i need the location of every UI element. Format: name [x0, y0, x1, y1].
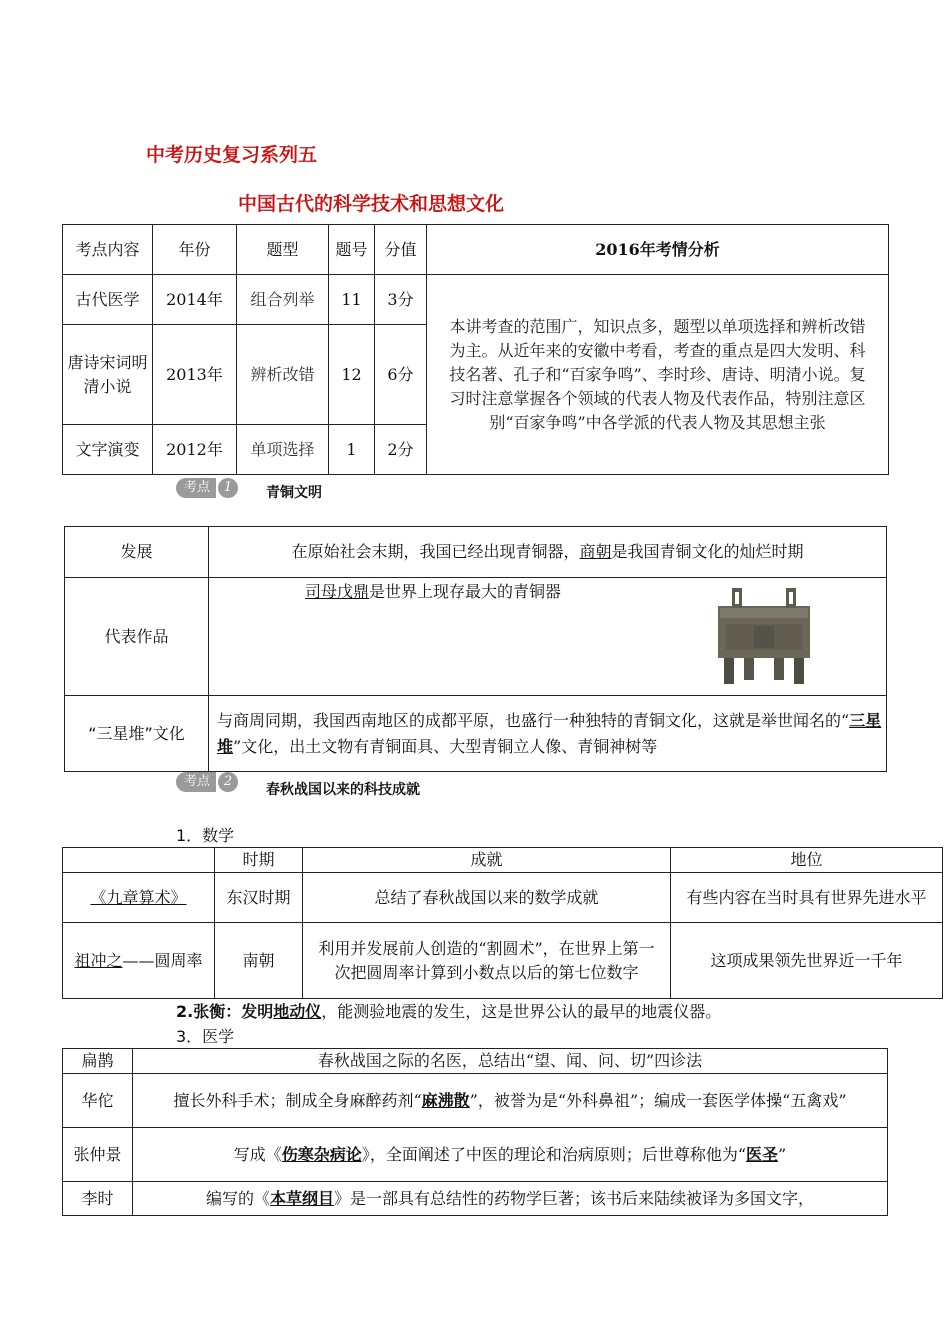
header-analysis: 2016年考情分析: [427, 225, 889, 275]
physician-name: 张仲景: [63, 1128, 133, 1182]
physician-desc: 春秋战国之际的名医，总结出“望、闻、问、切”四诊法: [133, 1049, 888, 1074]
work-name: 《九章算术》: [63, 873, 215, 923]
exam-analysis-table: [62, 224, 889, 475]
score-cell: 2分: [375, 425, 427, 475]
badge-label: 考点: [176, 772, 216, 792]
sanxingdui-text-end: ”文化，出土文物有青铜面具、大型青铜立人像、青铜神树等: [233, 736, 658, 756]
physician-desc-mid: 》，全面阐述了中医的理论和治病原则；后世尊称他为“: [361, 1144, 746, 1164]
point-badge-2: [176, 772, 238, 792]
key-term: 麻沸散: [421, 1090, 470, 1110]
header-year: 年份: [153, 225, 237, 275]
period-cell: 南朝: [215, 923, 303, 999]
analysis-cell: 本讲考查的范围广，知识点多，题型以单项选择和辨析改错为主。从近年来的安徽中考看，考查的重点是四大发明、科技名著、孔子和“百家争鸣”、李时珍、唐诗、明清小说。复习时注意掌握各个领域的代表人物及代表作品，特别注意区别“百家争鸣”中各学派的代表人物及其思想主张: [427, 275, 889, 475]
header-status: 地位: [671, 848, 943, 873]
key-term: 司母戊鼎: [305, 582, 370, 601]
score-cell: 6分: [375, 325, 427, 425]
key-term: 三星堆: [217, 710, 882, 756]
page-subtitle: 中国古代的科学技术和思想文化: [238, 193, 505, 215]
status-cell: 有些内容在当时具有世界先进水平: [671, 873, 943, 923]
header-period: 时期: [215, 848, 303, 873]
status-cell: 这项成果领先世界近一千年: [671, 923, 943, 999]
physician-desc: 编写的《: [205, 1188, 270, 1208]
math-heading: 1．数学: [176, 826, 235, 845]
header-topic: 考点内容: [63, 225, 153, 275]
table-row: [63, 873, 943, 923]
medicine-heading: 3．医学: [176, 1027, 235, 1046]
year-cell: 2012年: [153, 425, 237, 475]
physician-desc-end: 》是一部具有总结性的药物学巨著；该书后来陆续被译为多国文字，: [334, 1188, 815, 1208]
table-row: [65, 578, 887, 696]
topic-cell: 文字演变: [63, 425, 153, 475]
year-cell: 2014年: [153, 275, 237, 325]
works-text: 是世界上现存最大的青铜器: [369, 582, 562, 601]
point-title-1: 青铜文明: [266, 485, 322, 501]
header-score: 分值: [375, 225, 427, 275]
topic-cell: 唐诗宋词明清小说: [63, 325, 153, 425]
physician-desc-end: ”，被誉为是“外科鼻祖”；编成一套医学体操“五禽戏”: [469, 1090, 847, 1110]
sanxingdui-text: 与商周同期，我国西南地区的成都平原，也盛行一种独特的青铜文化，这就是举世闻名的“: [217, 710, 850, 730]
zhangheng-label: 2.张衡：发明: [176, 1002, 274, 1021]
physician-desc: 擅长外科手术；制成全身麻醉药剂“: [173, 1090, 422, 1110]
medicine-table: [62, 1048, 888, 1216]
physician-name: 扁鹊: [63, 1049, 133, 1074]
header-achievement: 成就: [303, 848, 671, 873]
badge-label: 考点: [176, 478, 216, 498]
table-row: [63, 923, 943, 999]
score-cell: 3分: [375, 275, 427, 325]
header-type: 题型: [237, 225, 329, 275]
type-cell: 辨析改错: [237, 325, 329, 425]
development-text: 在原始社会末期，我国已经出现青铜器，: [291, 542, 580, 561]
bronze-table: [64, 526, 887, 772]
math-table: [62, 847, 943, 999]
row-label: 代表作品: [65, 578, 209, 696]
type-cell: 组合列举: [237, 275, 329, 325]
key-term: 商朝: [579, 542, 612, 561]
simuwu-ding-image: [712, 586, 816, 686]
development-text-end: 是我国青铜文化的灿烂时期: [611, 542, 804, 561]
physician-desc: 写成《: [233, 1144, 282, 1164]
num-cell: 1: [329, 425, 375, 475]
table-row: [65, 696, 887, 772]
table-row: [63, 1049, 888, 1074]
key-term: 医圣: [746, 1144, 779, 1164]
key-term: 地动仪: [273, 1002, 322, 1021]
type-cell: 单项选择: [237, 425, 329, 475]
physician-name: 华佗: [63, 1074, 133, 1128]
achievement-cell: 利用并发展前人创造的“割圆术”，在世界上第一次把圆周率计算到小数点以后的第七位数字: [303, 923, 671, 999]
period-cell: 东汉时期: [215, 873, 303, 923]
table-row: [63, 1128, 888, 1182]
key-term: 伤寒杂病论: [281, 1144, 362, 1164]
year-cell: 2013年: [153, 325, 237, 425]
header-blank: [63, 848, 215, 873]
table-row: [63, 275, 889, 325]
row-label: “三星堆”文化: [65, 696, 209, 772]
person-name: 祖冲之: [74, 950, 123, 970]
point-title-2: 春秋战国以来的科技成就: [266, 782, 420, 798]
table-row: [63, 1074, 888, 1128]
person-note: ——圆周率: [122, 950, 203, 970]
zhangheng-text: ，能测验地震的发生，这是世界公认的最早的地震仪器。: [321, 1002, 722, 1021]
row-label: 发展: [65, 527, 209, 578]
zhangheng-line: [176, 1000, 721, 1024]
achievement-cell: 总结了春秋战国以来的数学成就: [303, 873, 671, 923]
num-cell: 12: [329, 325, 375, 425]
header-num: 题号: [329, 225, 375, 275]
num-cell: 11: [329, 275, 375, 325]
point-badge-1: [176, 478, 238, 498]
topic-cell: 古代医学: [63, 275, 153, 325]
physician-desc-end: ”: [778, 1144, 787, 1164]
badge-number: 1: [218, 478, 238, 498]
badge-number: 2: [218, 772, 238, 792]
table-row: [65, 527, 887, 578]
table-row: [63, 1182, 888, 1216]
key-term: 本草纲目: [269, 1188, 334, 1208]
page-title: 中考历史复习系列五: [146, 144, 318, 166]
physician-name: 李时: [63, 1182, 133, 1216]
